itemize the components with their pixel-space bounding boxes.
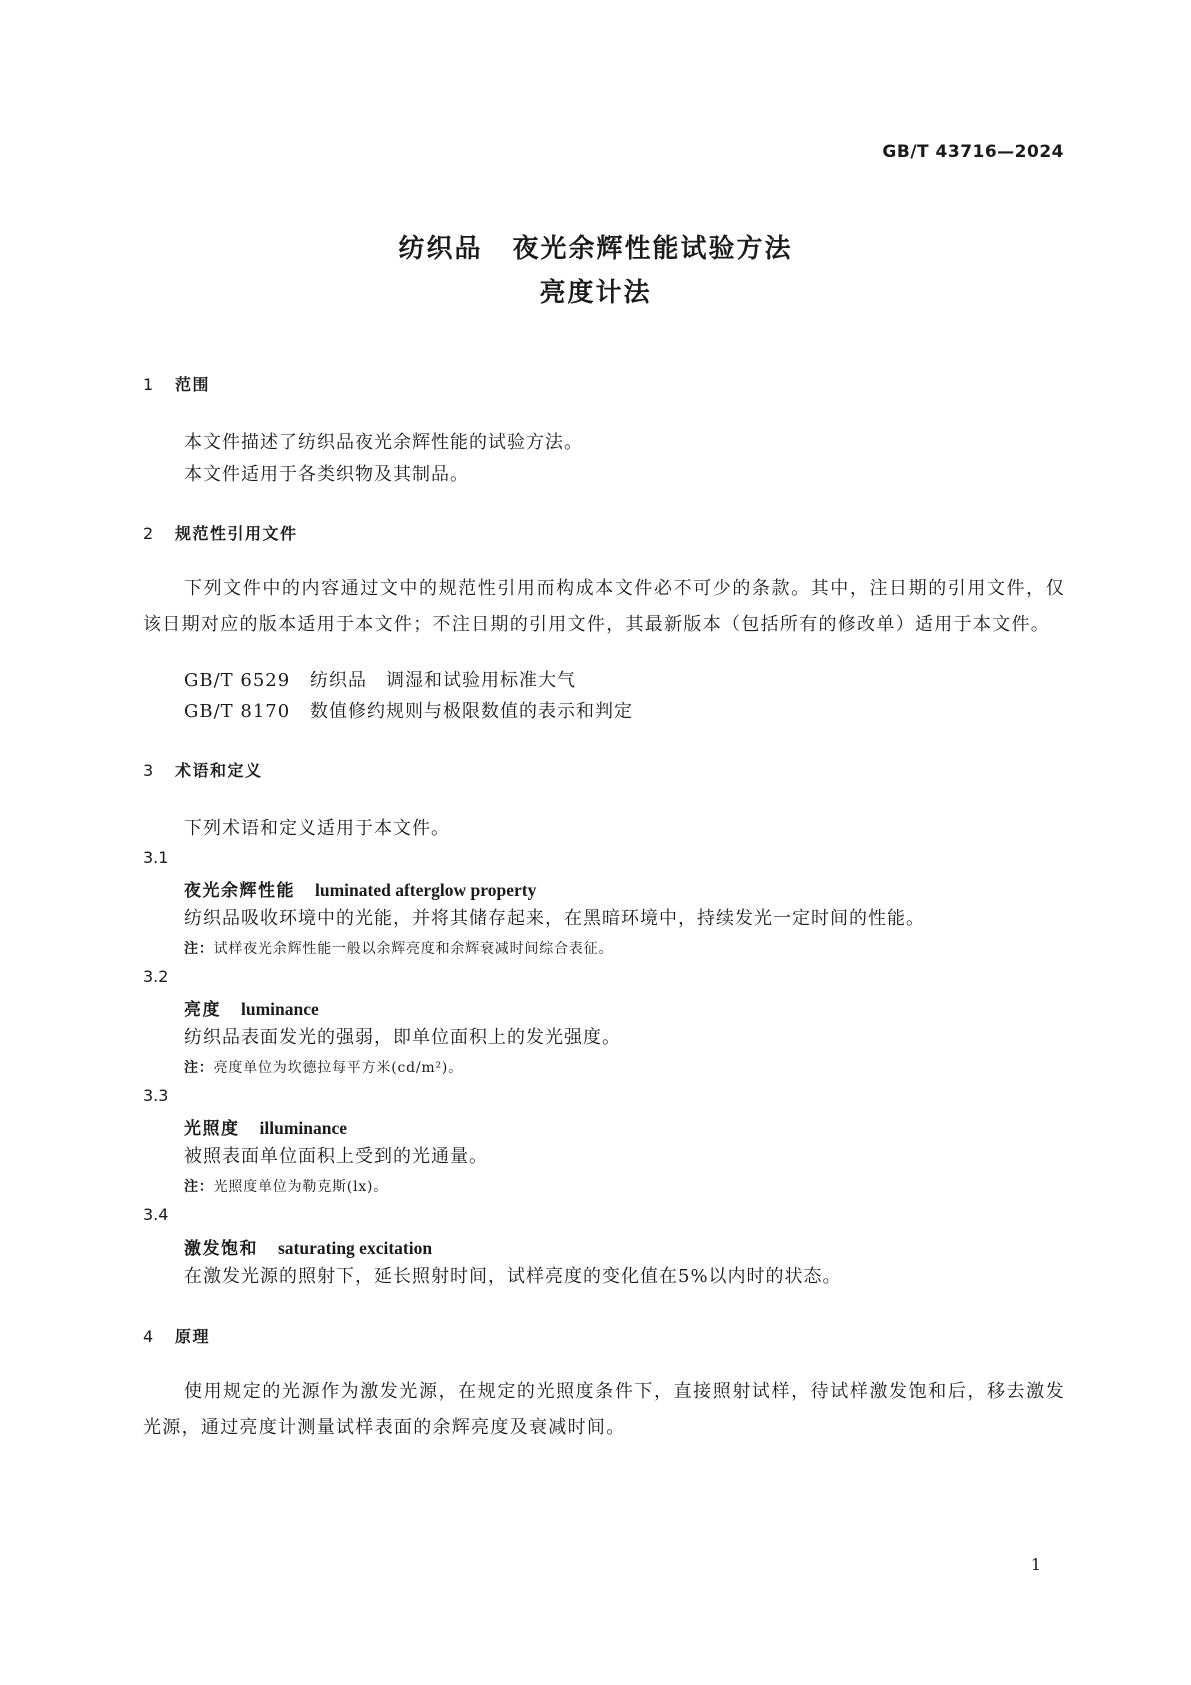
term-chinese: 亮度 — [184, 1000, 221, 1020]
note-label: 注： — [184, 941, 214, 957]
section-3-heading — [143, 758, 263, 781]
section-3-intro: 下列术语和定义适用于本文件。 — [184, 818, 450, 839]
section-title: 原理 — [175, 1327, 211, 1346]
title-part1: 纺织品 — [398, 234, 483, 264]
section-title: 范围 — [175, 375, 211, 394]
page-number: 1 — [1030, 1555, 1041, 1574]
section-1-paragraph-1: 本文件描述了纺织品夜光余辉性能的试验方法。 — [184, 432, 583, 453]
section-number: 4 — [143, 1327, 155, 1346]
note-text: 光照度单位为勒克斯(lx)。 — [213, 1179, 389, 1195]
section-number: 1 — [143, 375, 155, 394]
reference-title: 纺织品 调湿和试验用标准大气 — [310, 670, 576, 691]
reference-code: GB/T 8170 — [184, 701, 291, 722]
term-note — [184, 1057, 463, 1077]
term-english: luminance — [241, 999, 319, 1019]
term-heading — [184, 876, 536, 901]
term-number: 3.4 — [143, 1205, 169, 1224]
term-definition: 纺织品吸收环境中的光能，并将其储存起来，在黑暗环境中，持续发光一定时间的性能。 — [184, 908, 925, 929]
term-number: 3.2 — [143, 967, 169, 986]
term-chinese: 夜光余辉性能 — [184, 881, 295, 901]
term-number: 3.3 — [143, 1086, 169, 1105]
term-heading — [184, 1234, 432, 1259]
reference-item — [184, 666, 576, 692]
term-definition: 纺织品表面发光的强弱，即单位面积上的发光强度。 — [184, 1027, 621, 1048]
section-title: 术语和定义 — [175, 761, 263, 780]
note-text: 亮度单位为坎德拉每平方米(cd/m²)。 — [213, 1060, 463, 1076]
term-english: illuminance — [259, 1118, 348, 1138]
note-label: 注： — [184, 1060, 214, 1076]
term-definition: 在激发光源的照射下，延长照射时间，试样亮度的变化值在5%以内时的状态。 — [184, 1266, 842, 1287]
term-note — [184, 1176, 388, 1196]
term-heading — [184, 995, 319, 1020]
note-text: 试样夜光余辉性能一般以余辉亮度和余辉衰减时间综合表征。 — [213, 941, 614, 957]
term-note — [184, 938, 613, 958]
section-4-heading — [143, 1324, 210, 1347]
term-chinese: 激发饱和 — [184, 1239, 258, 1259]
term-english: luminated afterglow property — [315, 880, 537, 900]
document-title-line1 — [0, 228, 1191, 265]
term-heading — [184, 1114, 347, 1139]
section-2-intro: 下列文件中的内容通过文中的规范性引用而构成本文件必不可少的条款。其中，注日期的引用文件，仅该日期对应的版本适用于本文件；不注日期的引用文件，其最新版本（包括所有的修改单）适用于本文件。 — [143, 578, 1065, 635]
term-chinese: 光照度 — [184, 1119, 240, 1139]
reference-item — [184, 697, 633, 723]
section-title: 规范性引用文件 — [175, 524, 298, 543]
standard-number: GB/T 43716—2024 — [882, 142, 1064, 162]
term-definition: 被照表面单位面积上受到的光通量。 — [184, 1146, 488, 1167]
document-title-line2: 亮度计法 — [539, 278, 652, 308]
section-1-paragraph-2: 本文件适用于各类织物及其制品。 — [184, 464, 469, 485]
section-1-heading — [143, 372, 210, 395]
section-2-heading — [143, 521, 298, 544]
title-part2: 夜光余辉性能试验方法 — [512, 234, 793, 264]
reference-title: 数值修约规则与极限数值的表示和判定 — [310, 701, 633, 722]
term-english: saturating excitation — [278, 1238, 433, 1258]
term-number: 3.1 — [143, 848, 169, 867]
section-4-paragraph: 使用规定的光源作为激发光源，在规定的光照度条件下，直接照射试样，待试样激发饱和后，移去激发光源，通过亮度计测量试样表面的余辉亮度及衰减时间。 — [143, 1381, 1065, 1438]
section-number: 3 — [143, 761, 155, 780]
note-label: 注： — [184, 1179, 214, 1195]
reference-code: GB/T 6529 — [184, 670, 291, 691]
section-number: 2 — [143, 524, 155, 543]
